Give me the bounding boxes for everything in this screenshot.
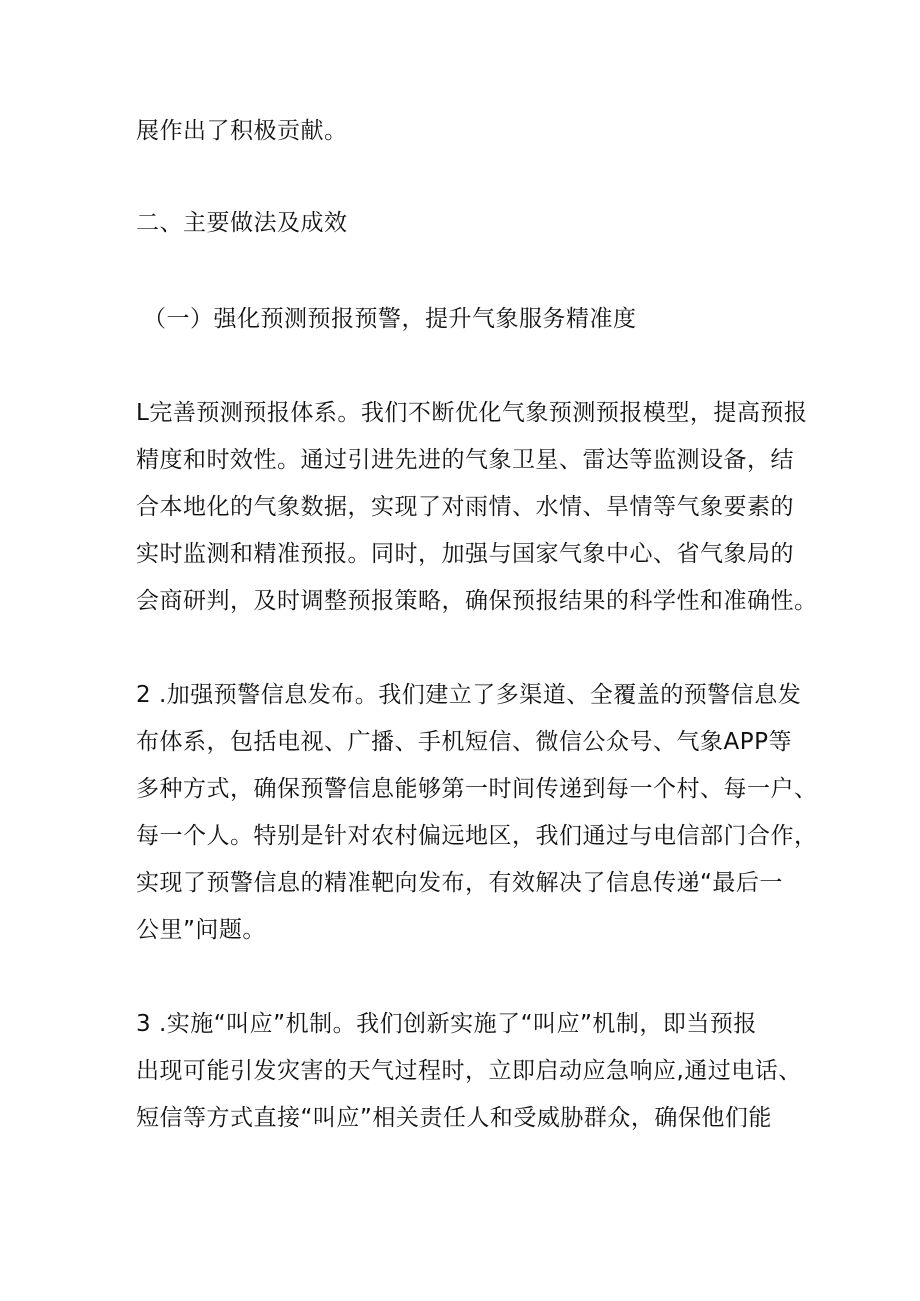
paragraph-line: 出现可能引发灾害的天气过程时，立即启动应急响应,通过电话、 — [136, 1058, 802, 1084]
paragraph-line: 公里”问题。 — [136, 917, 266, 943]
paragraph-line: L完善预测预报体系。我们不断优化气象预测预报模型，提高预报 — [136, 400, 808, 426]
section-heading: 二、主要做法及成效 — [136, 210, 348, 236]
paragraph-line: 实时监测和精准预报。同时，加强与国家气象中心、省气象局的 — [136, 541, 794, 567]
paragraph-line: 实现了预警信息的精准靶向发布，有效解决了信息传递“最后一 — [136, 870, 783, 896]
paragraph-line: 3 .实施“叫应”机制。我们创新实施了“叫应”机制，即当预报 — [136, 1011, 757, 1037]
paragraph-line: 会商研判，及时调整预报策略，确保预报结果的科学性和准确性。 — [136, 588, 818, 614]
paragraph-line: 2 .加强预警信息发布。我们建立了多渠道、全覆盖的预警信息发 — [136, 682, 802, 708]
intro-tail-text: 展作出了积极贡献。 — [136, 118, 348, 144]
paragraph-line: 每一个人。特别是针对农村偏远地区，我们通过与电信部门合作， — [136, 823, 818, 849]
paragraph-line: 短信等方式直接“叫应”相关责任人和受威胁群众，确保他们能 — [136, 1105, 772, 1131]
paragraph-line: 精度和时效性。通过引进先进的气象卫星、雷达等监测设备，结 — [136, 447, 794, 473]
paragraph-line: 布体系，包括电视、广播、手机短信、微信公众号、气象APP等 — [136, 729, 792, 755]
subsection-heading: （一）强化预测预报预警，提升气象服务精准度 — [143, 306, 637, 332]
paragraph-line: 合本地化的气象数据，实现了对雨情、水情、旱情等气象要素的 — [136, 494, 794, 520]
paragraph-line: 多种方式，确保预警信息能够第一时间传递到每一个村、每一户、 — [136, 776, 818, 802]
